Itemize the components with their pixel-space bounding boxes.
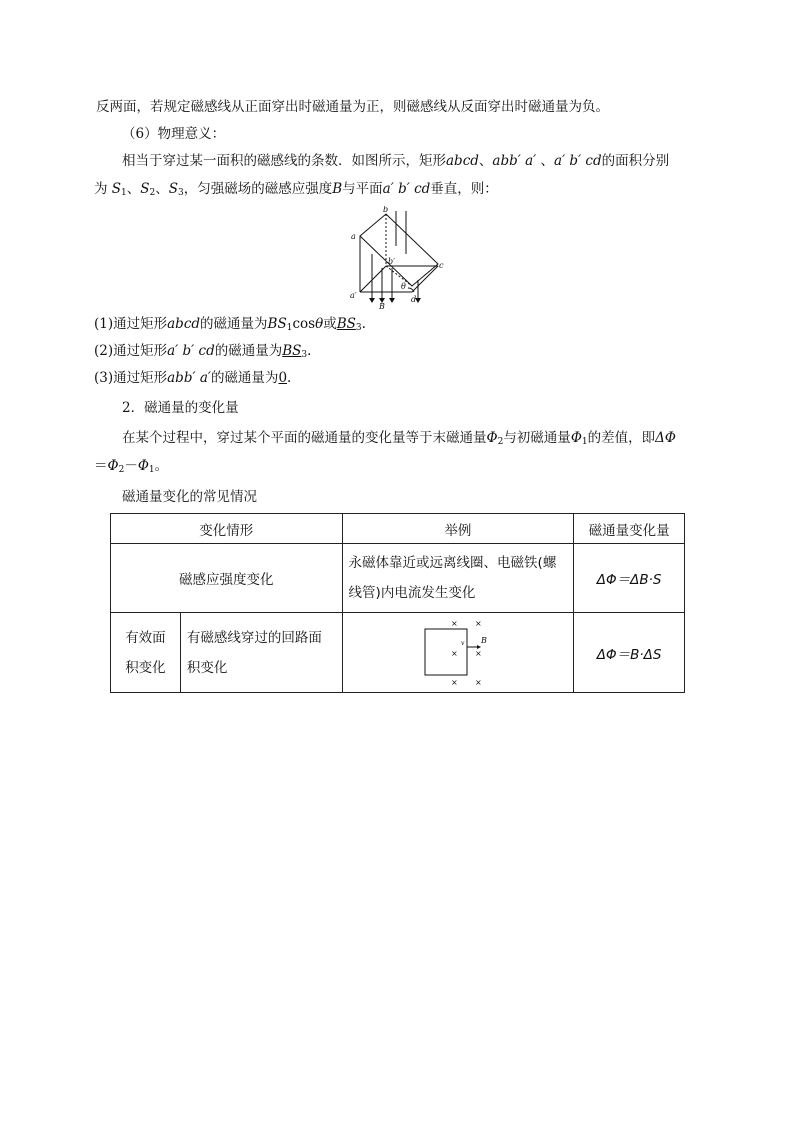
- table-row: [111, 613, 685, 693]
- svg-text:×: ×: [450, 648, 458, 658]
- label-a: a: [351, 232, 356, 241]
- paragraph-meaning-line2: 为 $S_1$、$S_2$、$S_3$，匀强磁场的磁感应强度B与平面a′ b′ cd垂直，则：: [94, 181, 498, 198]
- label-a-prime: a′: [350, 291, 357, 300]
- svg-text:×: ×: [450, 618, 458, 628]
- label-b: b: [383, 206, 389, 214]
- table-row: [111, 544, 685, 613]
- label-B: B: [379, 302, 385, 310]
- label-theta: θ: [401, 282, 406, 291]
- paragraph-meaning-line1: 相当于穿过某一面积的磁感线的条数．如图所示，矩形abcd、abb′ a′ 、a′ b′ cd的面积分别: [122, 153, 670, 169]
- section-2-title: 2．磁通量的变化量: [122, 400, 239, 416]
- field-label: B: [480, 635, 487, 645]
- item-flux-a-b-cd: (2)通过矩形a′ b′ cd的磁通量为$BS_3$.: [94, 343, 312, 360]
- svg-text:×: ×: [474, 677, 482, 687]
- table-header-row: [111, 514, 685, 544]
- item-flux-abcd: (1)通过矩形abcd的磁通量为$BS_1\cos\theta$或$BS_3$.: [94, 316, 366, 333]
- svg-text:×: ×: [450, 677, 458, 687]
- example-area-change-figure: [342, 613, 574, 693]
- label-c: c: [439, 261, 444, 270]
- label-d: d: [411, 295, 417, 304]
- flux-rectangles-figure: [346, 206, 446, 310]
- example-b-change: 永磁体靠近或远离线圈、电磁铁(螺 线管)内电流发生变化: [342, 544, 574, 613]
- formula-b-change: ΔΦ＝ΔB·S: [574, 544, 685, 613]
- flux-change-table: [110, 513, 685, 693]
- section-2-body-line1: 在某个过程中，穿过某个平面的磁通量的变化量等于末磁通量$\Phi_2$与初磁通量$\Phi_1$的差值，即ΔΦ: [122, 430, 676, 447]
- svg-text:×: ×: [474, 648, 482, 658]
- label-b-prime: b′: [388, 257, 395, 266]
- header-case: 变化情形: [111, 514, 343, 544]
- case-area-change-b: 有磁感线穿过的回路面 积变化: [180, 613, 342, 693]
- item-flux-abb-a: (3)通过矩形abb′ a′的磁通量为0.: [94, 370, 292, 386]
- velocity-label: v: [460, 639, 465, 647]
- case-area-change-a: 有效面 积变化: [111, 613, 181, 693]
- section-2-body-line2: $=\Phi_2-\Phi_1$。: [94, 458, 169, 475]
- subsection-physical-meaning: （6）物理意义：: [122, 126, 226, 142]
- table-title: 磁通量变化的常见情况: [122, 489, 257, 505]
- case-b-change: 磁感应强度变化: [111, 544, 343, 613]
- formula-area-change: ΔΦ＝B·ΔS: [574, 613, 685, 693]
- paragraph-reverse-side: 反两面，若规定磁感线从正面穿出时磁通量为正，则磁感线从反面穿出时磁通量为负。: [96, 99, 609, 115]
- sliding-loop-figure: [413, 617, 503, 689]
- svg-text:×: ×: [474, 618, 482, 628]
- header-example: 举例: [342, 514, 574, 544]
- header-flux-change: 磁通量变化量: [574, 514, 685, 544]
